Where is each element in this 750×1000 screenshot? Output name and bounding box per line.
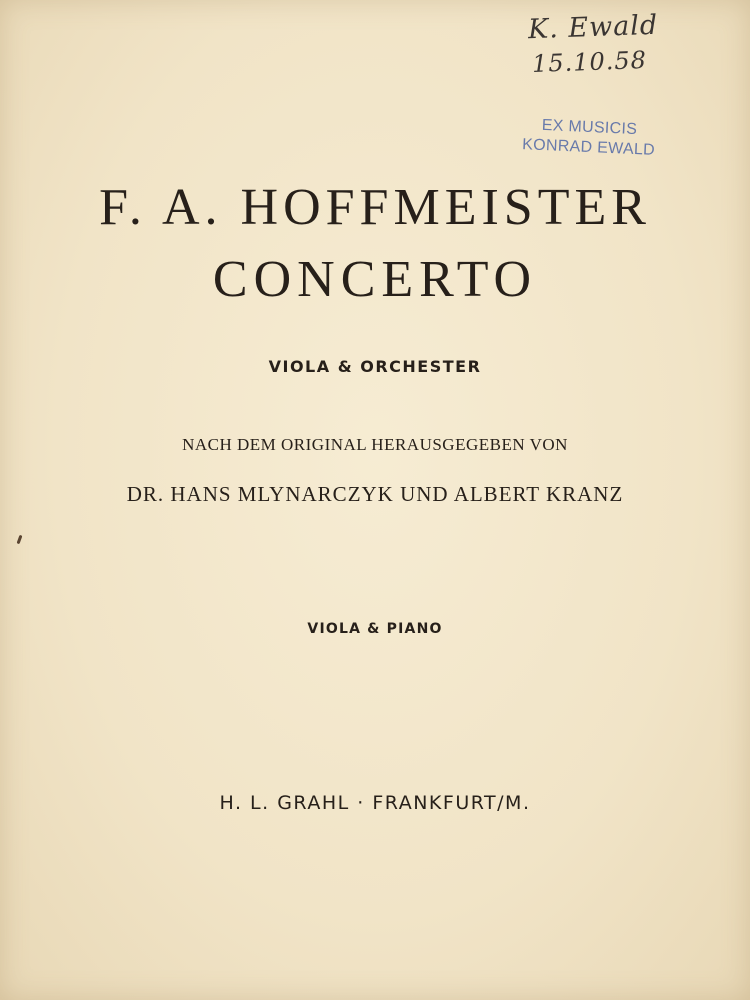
handwritten-date: 15.10.58 [531,46,648,78]
instrumentation: VIOLA & ORCHESTER [268,357,482,376]
edition-label: VIOLA & PIANO [307,621,443,637]
ink-spot [17,535,23,544]
publisher: H. L. GRAHL · FRANKFURT/M. [219,792,531,814]
stamp-line-1: EX MUSICIS [541,116,638,139]
editor-intro: NACH DEM ORIGINAL HERAUSGEGEBEN VON [182,435,568,454]
work-title: CONCERTO [212,251,538,308]
editors: DR. HANS MLYNARCZYK UND ALBERT KRANZ [126,482,624,506]
handwritten-owner-name: K. Ewald [527,9,659,46]
stamp-line-2: KONRAD EWALD [521,136,656,159]
composer-name: F. A. HOFFMEISTER [99,179,651,236]
owner-stamp [513,115,665,162]
